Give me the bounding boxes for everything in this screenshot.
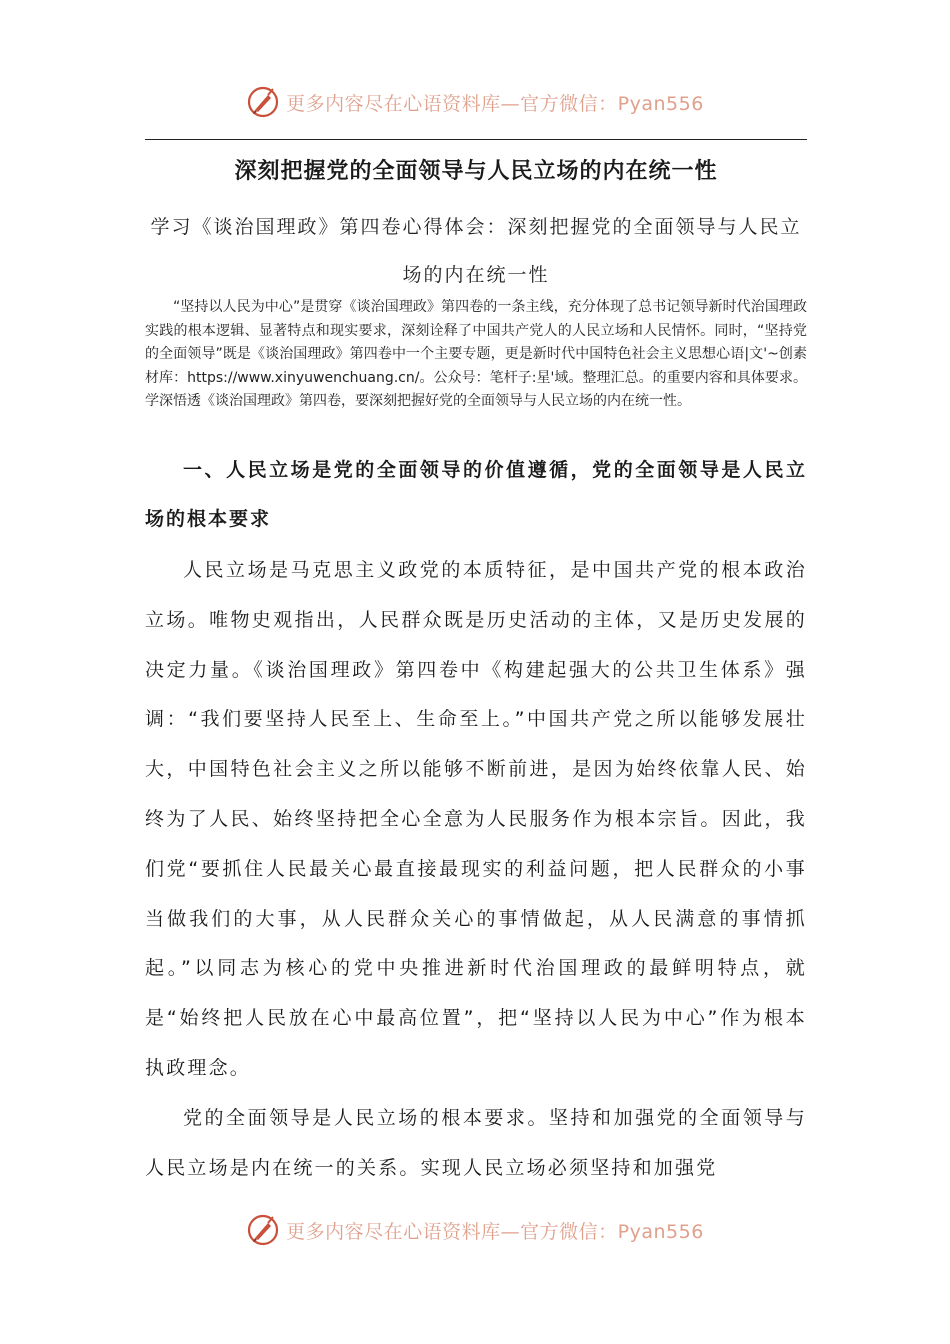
document-subtitle: 学习《谈治国理政》第四卷心得体会：深刻把握党的全面领导与人民立场的内在统一性 <box>150 216 802 286</box>
header-rule <box>145 139 807 140</box>
body-paragraph: 党的全面领导是人民立场的根本要求。坚持和加强党的全面领导与人民立场是内在统一的关系。实现人民立场必须坚持和加强党 <box>145 1107 807 1179</box>
banner-text: 更多内容尽在心语资料库—官方微信：Pyan556 <box>286 1220 704 1243</box>
body-paragraph: 人民立场是马克思主义政党的本质特征，是中国共产党的根本政治立场。唯物史观指出，人民群众既是历史活动的主体，又是历史发展的决定力量。《谈治国理政》第四卷中《构建起强大的公共卫生体系》强调：“我们要坚持人民至上、生命至上。”中国共产党之所以能够发展壮大，中国特色社会主义之所以能够不断前进，是因为始终依靠人民、始终为了人民、始终坚持把全心全意为人民服务作为根本宗旨。因此，我们党“要抓住人民最关心最直接最现实的利益问题，把人民群众的小事当做我们的大事，从人民群众关心的事情做起，从人民满意的事情抓起。”以同志为核心的党中央推进新时代治国理政的最鲜明特点，就是“始终把人民放在心中最高位置”，把“坚持以人民为中心”作为根本执政理念。 <box>145 559 807 1079</box>
footer-banner <box>0 1210 950 1250</box>
document-title: 深刻把握党的全面领导与人民立场的内在统一性 <box>234 159 718 184</box>
pen-logo-icon <box>246 85 280 119</box>
pen-logo-icon <box>246 1213 280 1247</box>
abstract-paragraph: “坚持以人民为中心”是贯穿《谈治国理政》第四卷的一条主线，充分体现了总书记领导新时代治国理政实践的根本逻辑、显著特点和现实要求，深刻诠释了中国共产党人的人民立场和人民情怀。同时，“坚持党的全面领导”既是《谈治国理政》第四卷中一个主要专题，更是新时代中国特色社会主义思想心语|文'~创素材库：https://www.xinyuwenchuang.cn/。公众号：笔杆子:星'域。整理汇总。的重要内容和具体要求。学深悟透《谈治国理政》第四卷，要深刻把握好党的全面领导与人民立场的内在统一性。 <box>145 299 807 409</box>
header-banner <box>0 82 950 122</box>
section-heading: 一、人民立场是党的全面领导的价值遵循，党的全面领导是人民立场的根本要求 <box>145 459 807 530</box>
banner-text: 更多内容尽在心语资料库—官方微信：Pyan556 <box>286 92 704 115</box>
